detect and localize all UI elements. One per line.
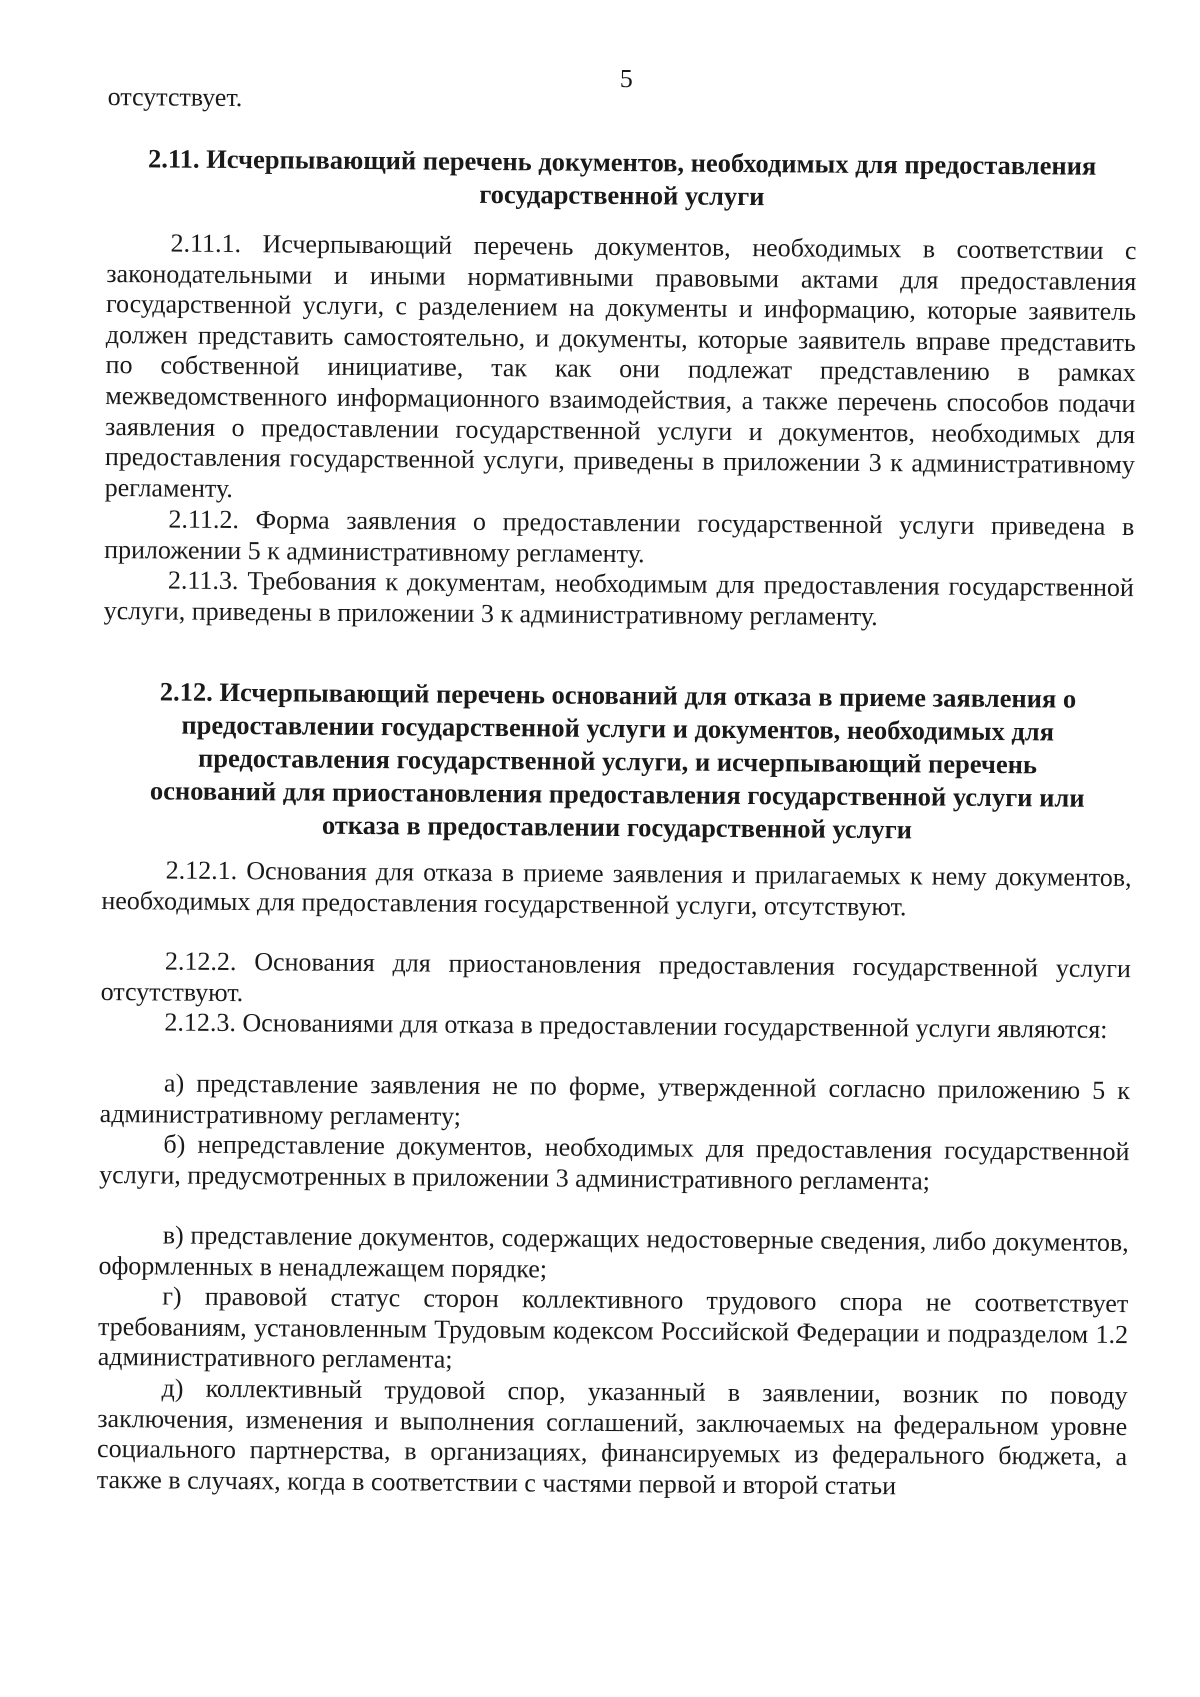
list-item-g: г) правовой статус сторон коллективного трудового спора не соответствует требованиям, установленным Трудовым кодексом Российской Федерации и подразделом 1.2 административного регламента;	[97, 1281, 1129, 1374]
paragraph-2-12-2: 2.12.2. Основания для приостановления предоставления государственной услуги отсутствуют.	[100, 946, 1132, 1007]
heading-line: предоставлении государственной услуги и документов, необходимых для	[181, 709, 1055, 747]
paragraph-2-12-1: 2.12.1. Основания для отказа в приеме заявления и прилагаемых к нему документов, необходимых для предоставления государственной услуги, отсутствуют.	[101, 855, 1132, 921]
list-item-d: д) коллективный трудовой спор, указанный в заявлении, возник по поводу заключения, изменения и выполнения соглашений, заключаемых на федеральном уровне социального партнерства, в организациях, финансируемых из федерального бюджета, а также в случаях, когда в соответствии с частями первой и второй статьи	[96, 1373, 1128, 1501]
heading-line: предоставления государственной услуги, и исчерпывающий перечень	[197, 742, 1038, 780]
heading-line: оснований для приостановления предоставления государственной услуги или	[149, 775, 1085, 813]
heading-line: 2.12. Исчерпывающий перечень оснований для отказа в приеме заявления о	[159, 676, 1077, 714]
paragraph-2-11-3: 2.11.3. Требования к документам, необходимым для предоставления государственной услуги, приведены в приложении 3 к административному регламенту.	[103, 565, 1135, 631]
section-2-12-heading	[102, 675, 1133, 848]
heading-line: отказа в предоставлении государственной услуги	[321, 809, 913, 845]
list-item-v: в) представление документов, содержащих недостоверные сведения, либо документов, оформленных в ненадлежащем порядке;	[98, 1220, 1129, 1284]
heading-line: 2.11. Исчерпывающий перечень документов, необходимых для предоставления	[147, 143, 1097, 181]
list-item-b: б) непредставление документов, необходимых для предоставления государственной услуги, предусмотренных в приложении 3 административного регламента;	[99, 1129, 1130, 1196]
document-page	[95, 60, 1138, 1668]
paragraph-2-11-1: 2.11.1. Исчерпывающий перечень документов, необходимых в соответствии с законодательными и иными нормативными правовыми актами для предоставления государственной услуги, с разделением на документы и информацию, которые заявитель должен представить самостоятельно, и документы, которые заявитель вправе представить по собственной инициативе, так как они подлежат представлению в рамках межведомственного информационного взаимодействия, а также перечень способов подачи заявления о предоставлении государственной услуги и документов, необходимых для предоставления государственной услуги, приведены в приложении 3 к административному регламенту.	[104, 228, 1137, 503]
paragraph-2-12-3: 2.12.3. Основаниями для отказа в предоставлении государственной услуги являются:	[164, 1007, 1108, 1044]
page-number: 5	[619, 64, 633, 94]
section-2-11-heading	[107, 142, 1137, 216]
heading-line: государственной услуги	[479, 178, 765, 212]
continuation-text: отсутствует.	[107, 81, 243, 113]
list-item-a: а) представление заявления не по форме, утвержденной согласно приложению 5 к административному регламенту;	[99, 1068, 1131, 1131]
paragraph-2-11-2: 2.11.2. Форма заявления о предоставлении государственной услуги приведена в приложении 5 к административному регламенту.	[104, 504, 1135, 568]
